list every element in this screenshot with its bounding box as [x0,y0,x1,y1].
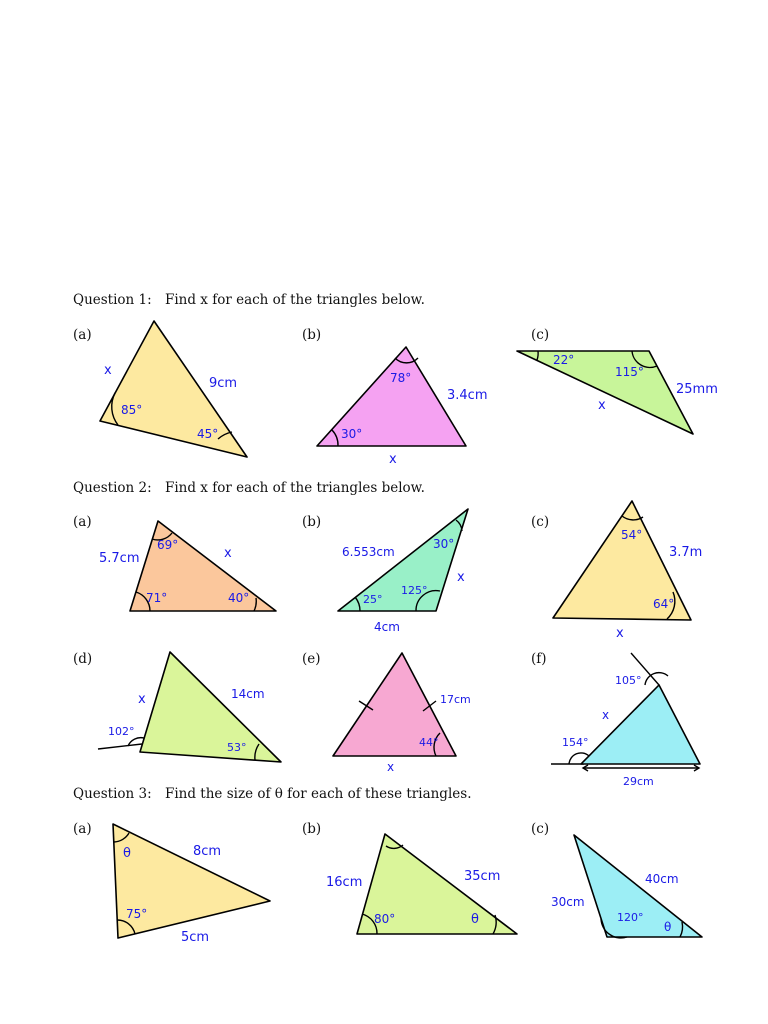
q3a-label-8cm: 8cm [193,844,222,859]
q3c-label-30cm: 30cm [551,895,585,909]
q2a-label-40: 40° [228,591,250,605]
q3c-label-40cm: 40cm [645,872,679,886]
q1-part-a-label: (a) [73,327,92,343]
q2a-label-69: 69° [157,538,179,552]
q2d-label-14cm: 14cm [231,687,265,701]
q2b-label-4cm: 4cm [374,620,400,634]
q1c-triangle-figure [517,351,718,434]
q1c-label-side: x [598,398,606,413]
q2-part-a-label: (a) [73,514,92,530]
q2e-label-44: 44° [419,736,439,749]
q2b-triangle-figure [338,509,468,634]
q1b-label-78: 78° [390,371,412,385]
q3-part-b-label: (b) [302,821,322,837]
q2c-label-3-7m: 3.7m [669,545,703,560]
q2-part-f-label: (f) [531,651,547,667]
q2-part-d-label: (d) [73,651,93,667]
q1-part-b-label: (b) [302,327,322,343]
q3a-label-75: 75° [126,907,148,921]
q2-part-b-label: (b) [302,514,322,530]
q2b-label-6-553cm: 6.553cm [342,545,395,559]
q3c-triangle-figure [551,835,702,938]
q2c-triangle-figure [553,501,702,641]
q1b-label-3-4cm: 3.4cm [447,388,488,403]
q2d-label-side: x [138,692,146,707]
q2f-triangle-figure [551,653,700,788]
q2d-label-53: 53° [227,741,247,754]
q2-part-e-label: (e) [302,651,321,667]
q3-part-a-label: (a) [73,821,92,837]
q2a-label-71: 71° [146,591,168,605]
question-2-label: Question 2: [73,480,152,496]
q3b-triangle-figure [326,834,517,934]
q2b-label-25: 25° [363,593,383,606]
q3b-label-35cm: 35cm [464,869,501,884]
q3c-label-120: 120° [617,911,644,924]
q1a-label-9cm: 9cm [209,376,238,391]
q2c-label-54: 54° [621,528,643,542]
q3a-triangle-figure [113,824,270,945]
q2a-label-5-7cm: 5.7cm [99,551,140,566]
q2b-label-side: x [457,570,465,585]
q1c-label-25mm: 25mm [676,382,718,397]
q1b-label-side: x [389,452,397,467]
q2b-label-30: 30° [433,537,455,551]
q2b-label-125: 125° [401,584,428,597]
q2-part-c-label: (c) [531,514,550,530]
q2a-label-side: x [224,546,232,561]
q1c-label-22: 22° [553,353,575,367]
q1-part-c-label: (c) [531,327,550,343]
question-1-label: Question 1: [73,292,152,308]
q3a-label-5cm: 5cm [181,930,210,945]
q1b-label-30: 30° [341,427,363,441]
q1c-label-115: 115° [615,365,644,379]
q2f-label-29cm: 29cm [623,775,654,788]
question-3-label: Question 3: [73,786,152,802]
question-1-text: Find x for each of the triangles below. [165,292,425,308]
q3a-label-theta: θ [123,846,131,861]
q2e-label-17cm: 17cm [440,693,471,706]
q2e-triangle-figure [333,653,471,774]
q3-part-c-label: (c) [531,821,550,837]
q2d-label-102: 102° [108,725,135,738]
q1a-label-85: 85° [121,403,143,417]
question-3-text: Find the size of θ for each of these triangles. [165,786,472,802]
q1b-triangle-figure [317,347,488,467]
q1a-label-side: x [104,363,112,378]
q2e-label-side: x [387,760,395,774]
q2d-triangle-figure [98,652,281,762]
q1a-label-45: 45° [197,427,219,441]
q2c-label-64: 64° [653,597,675,611]
q2f-label-side: x [602,708,610,722]
q1a-triangle-figure [100,321,247,457]
q2a-triangle-figure [99,521,276,611]
q3c-label-theta: θ [664,920,672,934]
q2f-label-105: 105° [615,674,642,687]
q3b-label-16cm: 16cm [326,875,363,890]
question-2-text: Find x for each of the triangles below. [165,480,425,496]
q3b-label-theta: θ [471,912,479,927]
q3b-label-80: 80° [374,912,396,926]
q2f-label-154: 154° [562,736,589,749]
q2c-label-side: x [616,626,624,641]
